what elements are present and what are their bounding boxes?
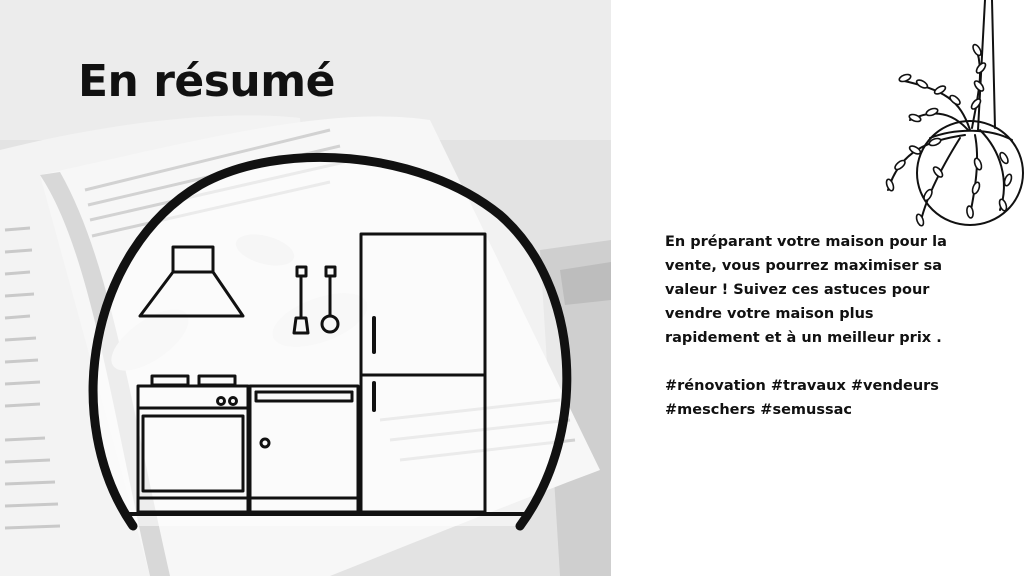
hashtags-line-2: #meschers #semussac bbox=[665, 402, 852, 418]
hashtags bbox=[665, 374, 965, 422]
hanging-plant-icon bbox=[860, 0, 1024, 240]
hashtags-line-1: #rénovation #travaux #vendeurs bbox=[665, 378, 939, 394]
summary-paragraph: En préparant votre maison pour la vente, vous pourrez maximiser sa valeur ! Suivez ces astuces pour vendre votre maison plus rapidement et à un meilleur prix . bbox=[665, 234, 947, 346]
page-title: En résumé bbox=[78, 56, 335, 107]
summary-text-block bbox=[665, 230, 965, 422]
